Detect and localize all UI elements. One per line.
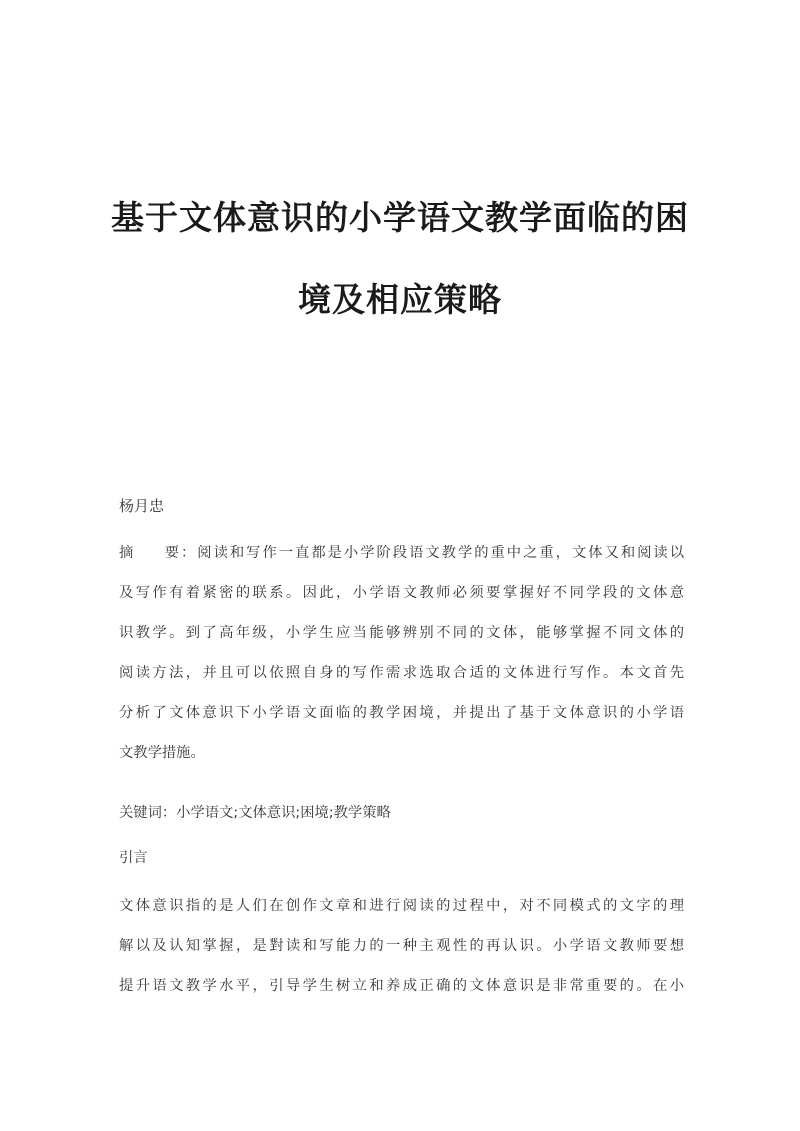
abstract-line: 分析了文体意识下小学语文面临的教学困境，并提出了基于文体意识的小学语 [119, 705, 684, 721]
author-name: 杨月忠 [119, 497, 165, 515]
paragraph-line: 文体意识指的是人们在创作文章和进行阅读的过程中，对不同模式的文字的理 [119, 898, 684, 914]
introduction-section [119, 886, 684, 1006]
paper-title-line-2: 境及相应策略 [298, 280, 502, 319]
abstract-text: 阅读和写作一直都是小学阶段语文教学的重中之重，文体又和阅读以 [197, 545, 685, 561]
section-heading-introduction: 引言 [119, 850, 148, 866]
abstract-colon: ： [179, 545, 198, 561]
paragraph-line: 提升语文教学水平，引导学生树立和养成正确的文体意识是非常重要的。在小 [119, 978, 684, 994]
paragraph-line: 解以及认知掌握，是對读和写能力的一种主观性的再认识。小学语文教师要想 [119, 938, 684, 954]
abstract-label: 摘要 [119, 545, 179, 561]
keywords: 关键词：小学语文;文体意识;困境;教学策略 [119, 805, 391, 821]
abstract-line: 文教学措施。 [119, 745, 205, 761]
abstract-line [119, 533, 684, 573]
paper-title-line-1: 基于文体意识的小学语文教学面临的困 [111, 198, 689, 237]
abstract-section [119, 533, 684, 773]
abstract-line: 识教学。到了高年级，小学生应当能够辨别不同的文体，能够掌握不同文体的 [119, 625, 684, 641]
abstract-line: 阅读方法，并且可以依照自身的写作需求选取合适的文体进行写作。本文首先 [119, 665, 684, 681]
abstract-line: 及写作有着紧密的联系。因此，小学语文教师必须要掌握好不同学段的文体意 [119, 585, 684, 601]
